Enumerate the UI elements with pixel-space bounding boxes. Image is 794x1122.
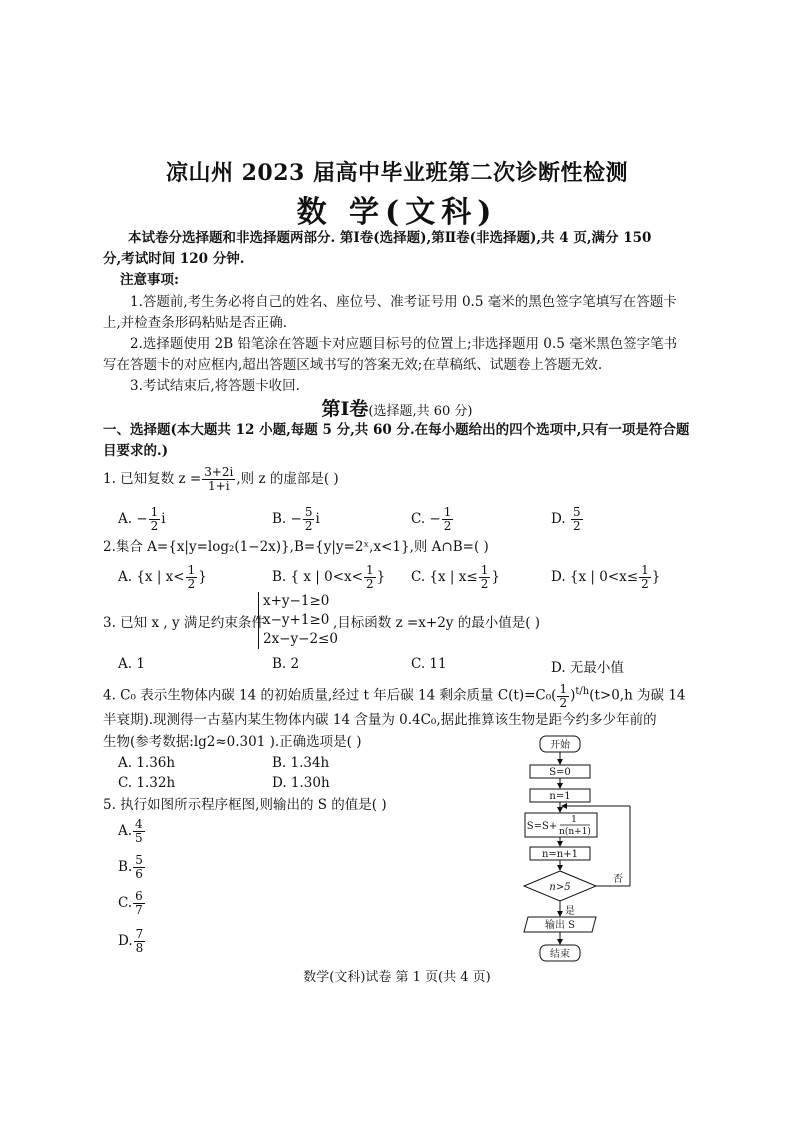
flow-yes-label: 是 [565,906,575,917]
q5-stem: 5. 执行如图所示程序框图,则输出的 S 的值是( ) [103,797,387,813]
q2-option-c[interactable]: C. {x | x≤ $\frac{1}{2}$ } [411,563,500,591]
q4-line-1: 4. C₀ 表示生物体内碳 14 的初始质量,经过 t 年后碳 14 剩余质量 C(t)=C₀( $\frac{1}{2}$ )$^{t/h}$(t>0,h 为碳 14 [103,681,686,710]
q3-option-b[interactable]: B. 2 [272,656,300,672]
q3-pre: 3. 已知 x , y 满足约束条件 [103,615,265,631]
flow-output-label: 输出 S [544,920,576,931]
notice-1b: 上,并检查条形码粘贴是否正确. [103,315,288,331]
section-big: 第Ⅰ卷 [321,398,369,420]
q4-option-c[interactable]: C. 1.32h [118,775,176,791]
q3-option-c[interactable]: C. 11 [411,656,447,672]
q1-option-c[interactable]: C. − $\frac{1}{2}$ [411,505,452,533]
notice-3: 3.考试结束后,将答题卡收回. [130,378,300,394]
q3-constraints [258,592,338,649]
q4-option-a[interactable]: A. 1.36h [118,755,176,771]
flow-end-label: 结束 [550,949,570,960]
part1-line-2: 目要求的.) [103,443,169,459]
flow-update-n-label: n=n+1 [541,849,579,860]
q1-post: ,则 z 的虚部是( ) [236,471,339,487]
flow-n1-label: n=1 [549,791,571,802]
q2-option-a[interactable]: A. {x | x< $\frac{1}{2}$ } [118,563,207,591]
q5-option-d[interactable]: D. $\frac{7}{8}$ [118,927,144,955]
part1-line-1: 一、选择题(本大题共 12 小题,每题 5 分,共 60 分.在每小题给出的四个选项中,只有一项是符合题 [103,422,690,438]
q1-option-b[interactable]: B. − $\frac{5}{2}$ i [272,505,320,533]
q4-line-2: 半衰期).现测得一古墓内某生物体内碳 14 含量为 0.4C₀,据此推算该生物是距今约多少年前的 [103,712,657,728]
q3-option-a[interactable]: A. 1 [118,656,145,672]
section-heading [0,394,794,421]
q5-option-b[interactable]: B. $\frac{5}{6}$ [118,853,143,881]
exam-title: 凉山州 2023 届高中毕业班第二次诊断性检测 [165,160,629,186]
q3-constraint-3: 2x−y−2≤0 [263,631,338,647]
q2-option-b[interactable]: B. { x | 0<x< $\frac{1}{2}$ } [272,563,386,591]
q4-line-3: 生物(参考数据:lg2≈0.301 ).正确选项是( ) [103,734,362,750]
q2-option-d[interactable]: D. {x | 0<x≤ $\frac{1}{2}$ } [551,563,661,591]
q4-exponent: t/h [575,686,590,697]
flow-update-s-den: n(n+1) [559,827,591,837]
q1-option-d[interactable]: D. $\frac{5}{2}$ [551,505,581,533]
program-flowchart [500,728,660,970]
notice-2a: 2.选择题使用 2B 铅笔涂在答题卡对应题目标号的位置上;非选择题用 0.5 毫米黑色签字笔书 [130,336,678,352]
q1-fraction: $\frac{3+2i}{1+i}$ [204,465,234,493]
notice-1a: 1.答题前,考生务必将自己的姓名、座位号、准考证号用 0.5 毫米的黑色签字笔填写在答题卡 [130,294,677,310]
q2-stem: 2.集合 A={x|y=log₂(1−2x)},B={y|y=2ˣ,x<1},则 A∩B=( ) [103,539,489,555]
q4-option-b[interactable]: B. 1.34h [272,755,330,771]
section-small: (选择题,共 60 分) [368,404,473,419]
q4-option-d[interactable]: D. 1.30h [272,775,330,791]
q1-option-a[interactable]: A. − $\frac{1}{2}$ i [118,505,166,533]
q5-option-a[interactable]: A. $\frac{4}{5}$ [118,817,143,845]
notice-2b: 写在答题卡的对应框内,超出答题区域书写的答案无效;在草稿纸、试题卷上答题无效. [103,357,603,373]
q1-pre: 1. 已知复数 z = [103,471,202,487]
intro-line-1: 本试卷分选择题和非选择题两部分. 第Ⅰ卷(选择题),第Ⅱ卷(非选择题),共 4 页,满分 150 [128,230,652,246]
flow-s0-label: S=0 [549,767,571,778]
q1-stem [103,466,339,493]
q3-option-d[interactable]: D. 无最小值 [551,660,624,676]
q3-post: ,目标函数 z =x+2y 的最小值是( ) [333,615,541,631]
flow-update-s-num: 1 [571,815,577,825]
flow-no-label: 否 [613,874,623,885]
q3-constraint-1: x+y−1≥0 [263,593,330,609]
flow-update-s-pre: S=S+ [526,821,558,832]
subject-title: 数 学(文科) [296,195,498,230]
notice-title: 注意事项: [120,272,179,288]
flow-condition-label: n>5 [549,882,571,893]
page-footer: 数学(文科)试卷 第 1 页(共 4 页) [303,970,491,985]
flow-start-label: 开始 [550,740,570,751]
q3-constraint-2: x−y+1≥0 [263,612,330,628]
intro-line-2: 分,考试时间 120 分钟. [103,251,245,267]
q5-option-c[interactable]: C. $\frac{6}{7}$ [118,889,143,917]
